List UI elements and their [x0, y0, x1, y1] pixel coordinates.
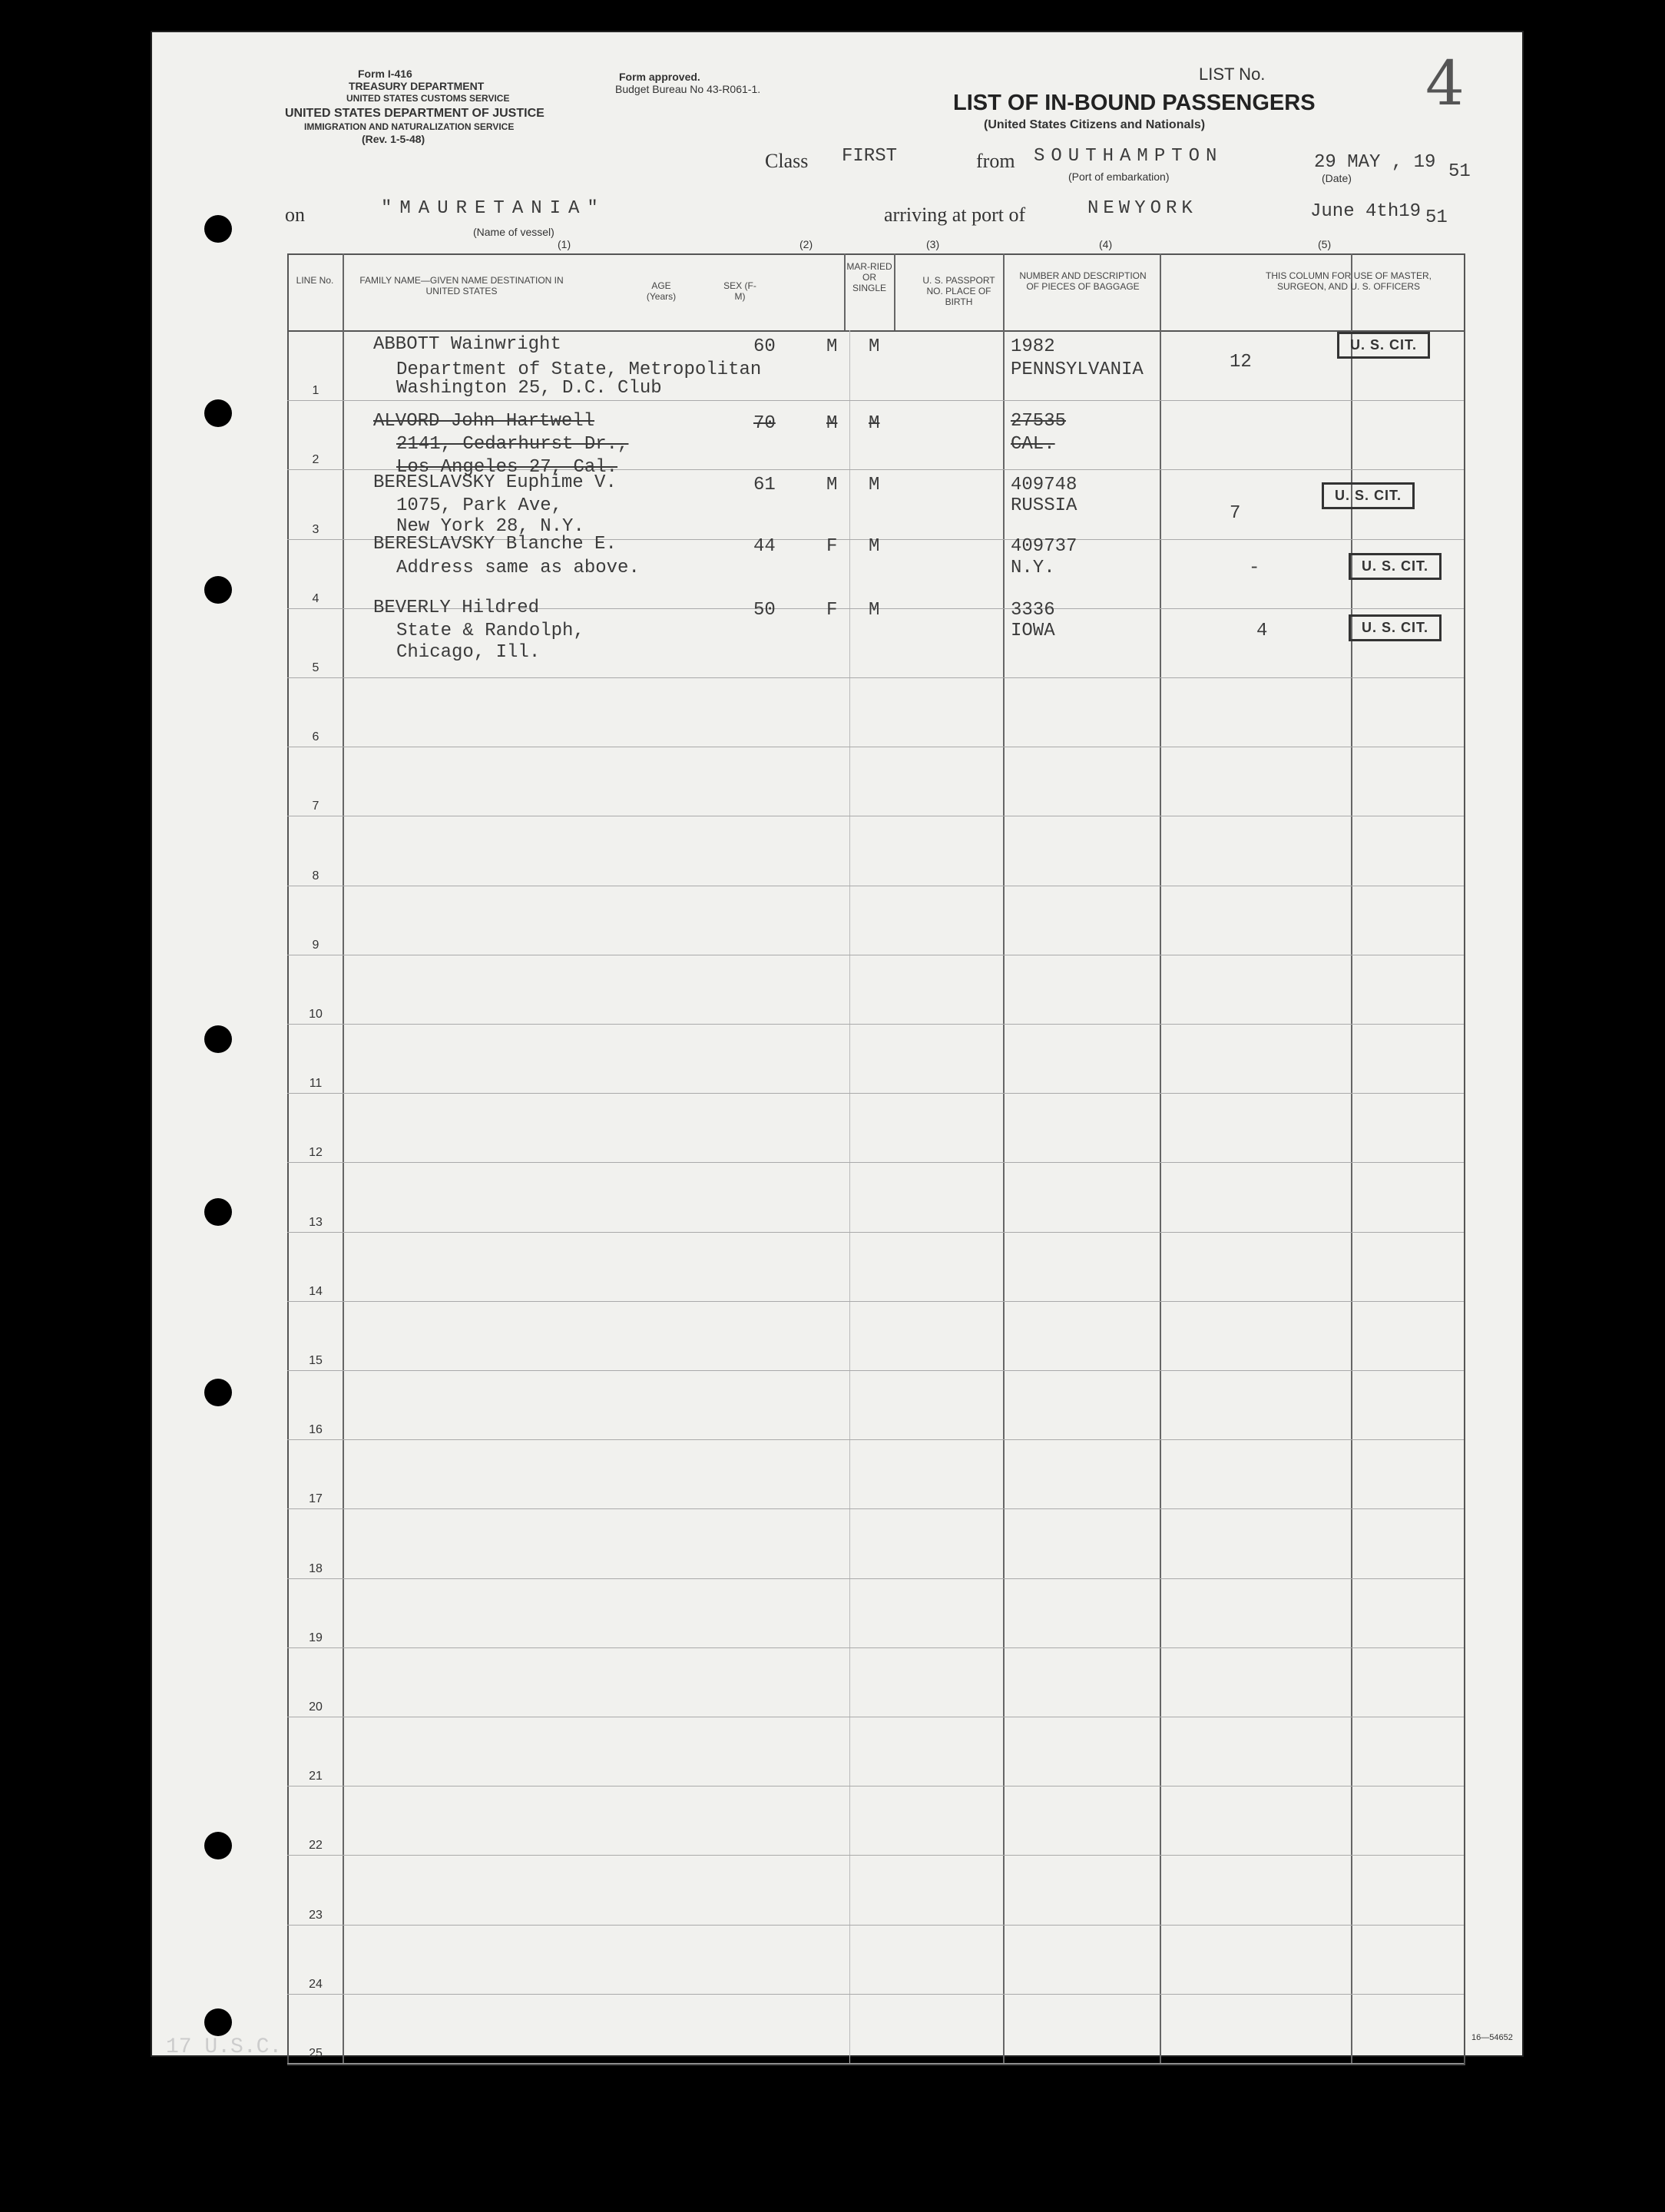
arriving-label: arriving at port of	[884, 204, 1026, 226]
list-number: 4	[1425, 48, 1465, 119]
entry-marital: M	[869, 336, 880, 357]
entry-name: Los Angeles 27, Cal.	[396, 457, 618, 478]
entry-marital: M	[869, 536, 880, 557]
col-header-passport: U. S. PASSPORT NO. PLACE OF BIRTH	[922, 275, 995, 307]
entry-baggage: -	[1249, 558, 1260, 578]
form-number: Form I-416	[358, 68, 412, 80]
entry-sex: F	[826, 536, 838, 557]
line-number: 23	[309, 1908, 323, 1922]
document-title: LIST OF IN-BOUND PASSENGERS	[953, 91, 1316, 115]
col-divider	[1160, 253, 1161, 2064]
us-cit-stamp: U. S. CIT.	[1349, 553, 1442, 580]
col-num-1: (1)	[558, 238, 571, 250]
class-value: FIRST	[842, 146, 898, 167]
row-rule	[287, 1232, 1464, 1233]
us-cit-stamp: U. S. CIT.	[1337, 332, 1430, 359]
class-label: Class	[765, 150, 809, 172]
line-number: 12	[309, 1146, 323, 1160]
punch-hole	[204, 399, 232, 427]
col-header-officers: THIS COLUMN FOR USE OF MASTER, SURGEON, AND U. S. OFFICERS	[1265, 270, 1432, 292]
line-number: 2	[312, 453, 319, 467]
entry-passport: PENNSYLVANIA	[1011, 359, 1144, 380]
row-rule	[287, 1024, 1464, 1025]
entry-sex: F	[826, 600, 838, 621]
vessel-name: "MAURETANIA"	[381, 198, 606, 219]
entry-name: Department of State, Metropolitan	[396, 359, 762, 380]
us-cit-stamp: U. S. CIT.	[1349, 614, 1442, 641]
entry-marital: M	[869, 413, 880, 434]
line-number: 25	[309, 2047, 323, 2060]
customs-service: UNITED STATES CUSTOMS SERVICE	[346, 93, 510, 104]
row-rule	[287, 1508, 1464, 1509]
col-header-sex: SEX (F-M)	[723, 280, 756, 302]
entry-name: ABBOTT Wainwright	[373, 334, 561, 355]
entry-passport: 1982	[1011, 336, 1055, 357]
line-number: 14	[309, 1284, 323, 1298]
revision: (Rev. 1-5-48)	[362, 133, 425, 145]
entry-passport: CAL.	[1011, 434, 1055, 455]
punch-hole	[204, 576, 232, 604]
col-header-line: LINE No.	[296, 275, 334, 286]
punch-hole	[204, 215, 232, 243]
line-number: 9	[312, 938, 319, 952]
line-number: 13	[309, 1215, 323, 1229]
entry-name: Chicago, Ill.	[396, 642, 541, 663]
entry-name: BERESLAVSKY Euphime V.	[373, 472, 617, 493]
row-rule	[287, 1925, 1464, 1926]
document-subtitle: (United States Citizens and Nationals)	[984, 118, 1206, 131]
punch-hole	[204, 2008, 232, 2036]
entry-name: ALVORD John Hartwell	[373, 411, 595, 432]
col-num-3: (3)	[926, 238, 940, 250]
row-rule	[287, 2063, 1464, 2064]
date-caption: (Date)	[1322, 172, 1352, 184]
col-num-2: (2)	[799, 238, 813, 250]
entry-marital: M	[869, 475, 880, 495]
print-code: 16—54652	[1471, 2033, 1513, 2042]
entry-passport: 27535	[1011, 411, 1067, 432]
line-number: 10	[309, 1008, 323, 1021]
entry-name: BERESLAVSKY Blanche E.	[373, 534, 617, 555]
col-num-4: (4)	[1099, 238, 1113, 250]
entry-age: 61	[753, 475, 776, 495]
line-number: 20	[309, 1700, 323, 1714]
col-header-name: FAMILY NAME—GIVEN NAME DESTINATION IN UNITED STATES	[359, 275, 564, 296]
line-number: 3	[312, 522, 319, 536]
treasury-dept: TREASURY DEPARTMENT	[349, 80, 485, 92]
entry-passport: RUSSIA	[1011, 495, 1077, 516]
from-label: from	[976, 150, 1015, 172]
punch-hole	[204, 1025, 232, 1053]
entry-sex: M	[826, 413, 838, 434]
entry-baggage: 4	[1256, 621, 1268, 641]
line-number: 17	[309, 1492, 323, 1506]
line-number: 24	[309, 1977, 323, 1991]
entry-baggage: 7	[1230, 503, 1241, 524]
entry-name: Washington 25, D.C. Club	[396, 378, 662, 399]
header-rule	[287, 330, 1464, 332]
form-approved: Form approved.	[619, 71, 700, 83]
line-number: 18	[309, 1561, 323, 1575]
line-number: 8	[312, 869, 319, 882]
entry-passport: 409737	[1011, 536, 1077, 557]
ins-service: IMMIGRATION AND NATURALIZATION SERVICE	[304, 121, 515, 132]
col-num-5: (5)	[1318, 238, 1332, 250]
entry-name: State & Randolph,	[396, 621, 584, 641]
entry-name: BEVERLY Hildred	[373, 598, 540, 618]
punch-hole	[204, 1379, 232, 1406]
col-header-age: AGE (Years)	[646, 280, 677, 302]
line-number: 7	[312, 800, 319, 813]
row-rule	[287, 400, 1464, 401]
col-divider	[894, 253, 895, 330]
us-cit-stamp: U. S. CIT.	[1322, 482, 1415, 509]
entry-passport: IOWA	[1011, 621, 1055, 641]
row-rule	[287, 1647, 1464, 1648]
entry-marital: M	[869, 600, 880, 621]
entry-passport: N.Y.	[1011, 558, 1055, 578]
col-header-married: MAR-RIED OR SINGLE	[846, 261, 892, 293]
entry-passport: 409748	[1011, 475, 1077, 495]
row-rule	[287, 1855, 1464, 1856]
col-divider	[849, 330, 850, 2064]
entry-name: 1075, Park Ave,	[396, 495, 563, 516]
entry-age: 44	[753, 536, 776, 557]
justice-dept: UNITED STATES DEPARTMENT OF JUSTICE	[285, 107, 545, 120]
row-rule	[287, 1439, 1464, 1440]
embark-year: 51	[1448, 161, 1471, 182]
budget-bureau: Budget Bureau No 43-R061-1.	[615, 83, 761, 95]
document-page	[151, 31, 1524, 2060]
row-rule	[287, 1370, 1464, 1371]
col-divider	[1351, 253, 1352, 2064]
line-number: 15	[309, 1354, 323, 1367]
entry-name: New York 28, N.Y.	[396, 516, 584, 537]
punch-hole	[204, 1832, 232, 1859]
entry-sex: M	[826, 336, 838, 357]
col-header-baggage: NUMBER AND DESCRIPTION OF PIECES OF BAGGAGE	[1019, 270, 1147, 292]
entry-age: 50	[753, 600, 776, 621]
vessel-caption: (Name of vessel)	[473, 226, 554, 238]
line-number: 5	[312, 661, 319, 674]
entry-sex: M	[826, 475, 838, 495]
entry-age: 70	[753, 413, 776, 434]
line-number: 1	[312, 384, 319, 398]
row-rule	[287, 1301, 1464, 1302]
footer-note: 17 U.S.C.	[166, 2035, 283, 2059]
col-divider	[1003, 253, 1005, 2064]
line-number: 19	[309, 1631, 323, 1644]
port-of-embarkation: SOUTHAMPTON	[1034, 146, 1223, 167]
list-no-label: LIST No.	[1199, 65, 1266, 84]
on-label: on	[285, 204, 305, 226]
line-number: 21	[309, 1770, 323, 1783]
port-caption: (Port of embarkation)	[1068, 171, 1170, 183]
line-number: 6	[312, 730, 319, 744]
entry-baggage: 12	[1230, 352, 1252, 373]
row-rule	[287, 677, 1464, 678]
entry-name: 2141, Cedarhurst Dr.,	[396, 434, 629, 455]
arrival-port: NEWYORK	[1087, 198, 1197, 219]
arrival-date: June 4th19	[1310, 201, 1422, 222]
row-rule	[287, 1994, 1464, 1995]
line-number: 4	[312, 591, 319, 605]
embark-date: 29 MAY , 19	[1314, 152, 1436, 173]
arrival-year: 51	[1425, 207, 1448, 228]
entry-age: 60	[753, 336, 776, 357]
line-number: 16	[309, 1423, 323, 1437]
row-rule	[287, 1093, 1464, 1094]
line-number: 22	[309, 1839, 323, 1853]
entry-name: Address same as above.	[396, 558, 640, 578]
col-divider	[343, 253, 344, 2064]
entry-passport: 3336	[1011, 600, 1055, 621]
row-rule	[287, 1162, 1464, 1163]
punch-hole	[204, 1198, 232, 1226]
row-rule	[287, 1578, 1464, 1579]
line-number: 11	[309, 1077, 323, 1091]
